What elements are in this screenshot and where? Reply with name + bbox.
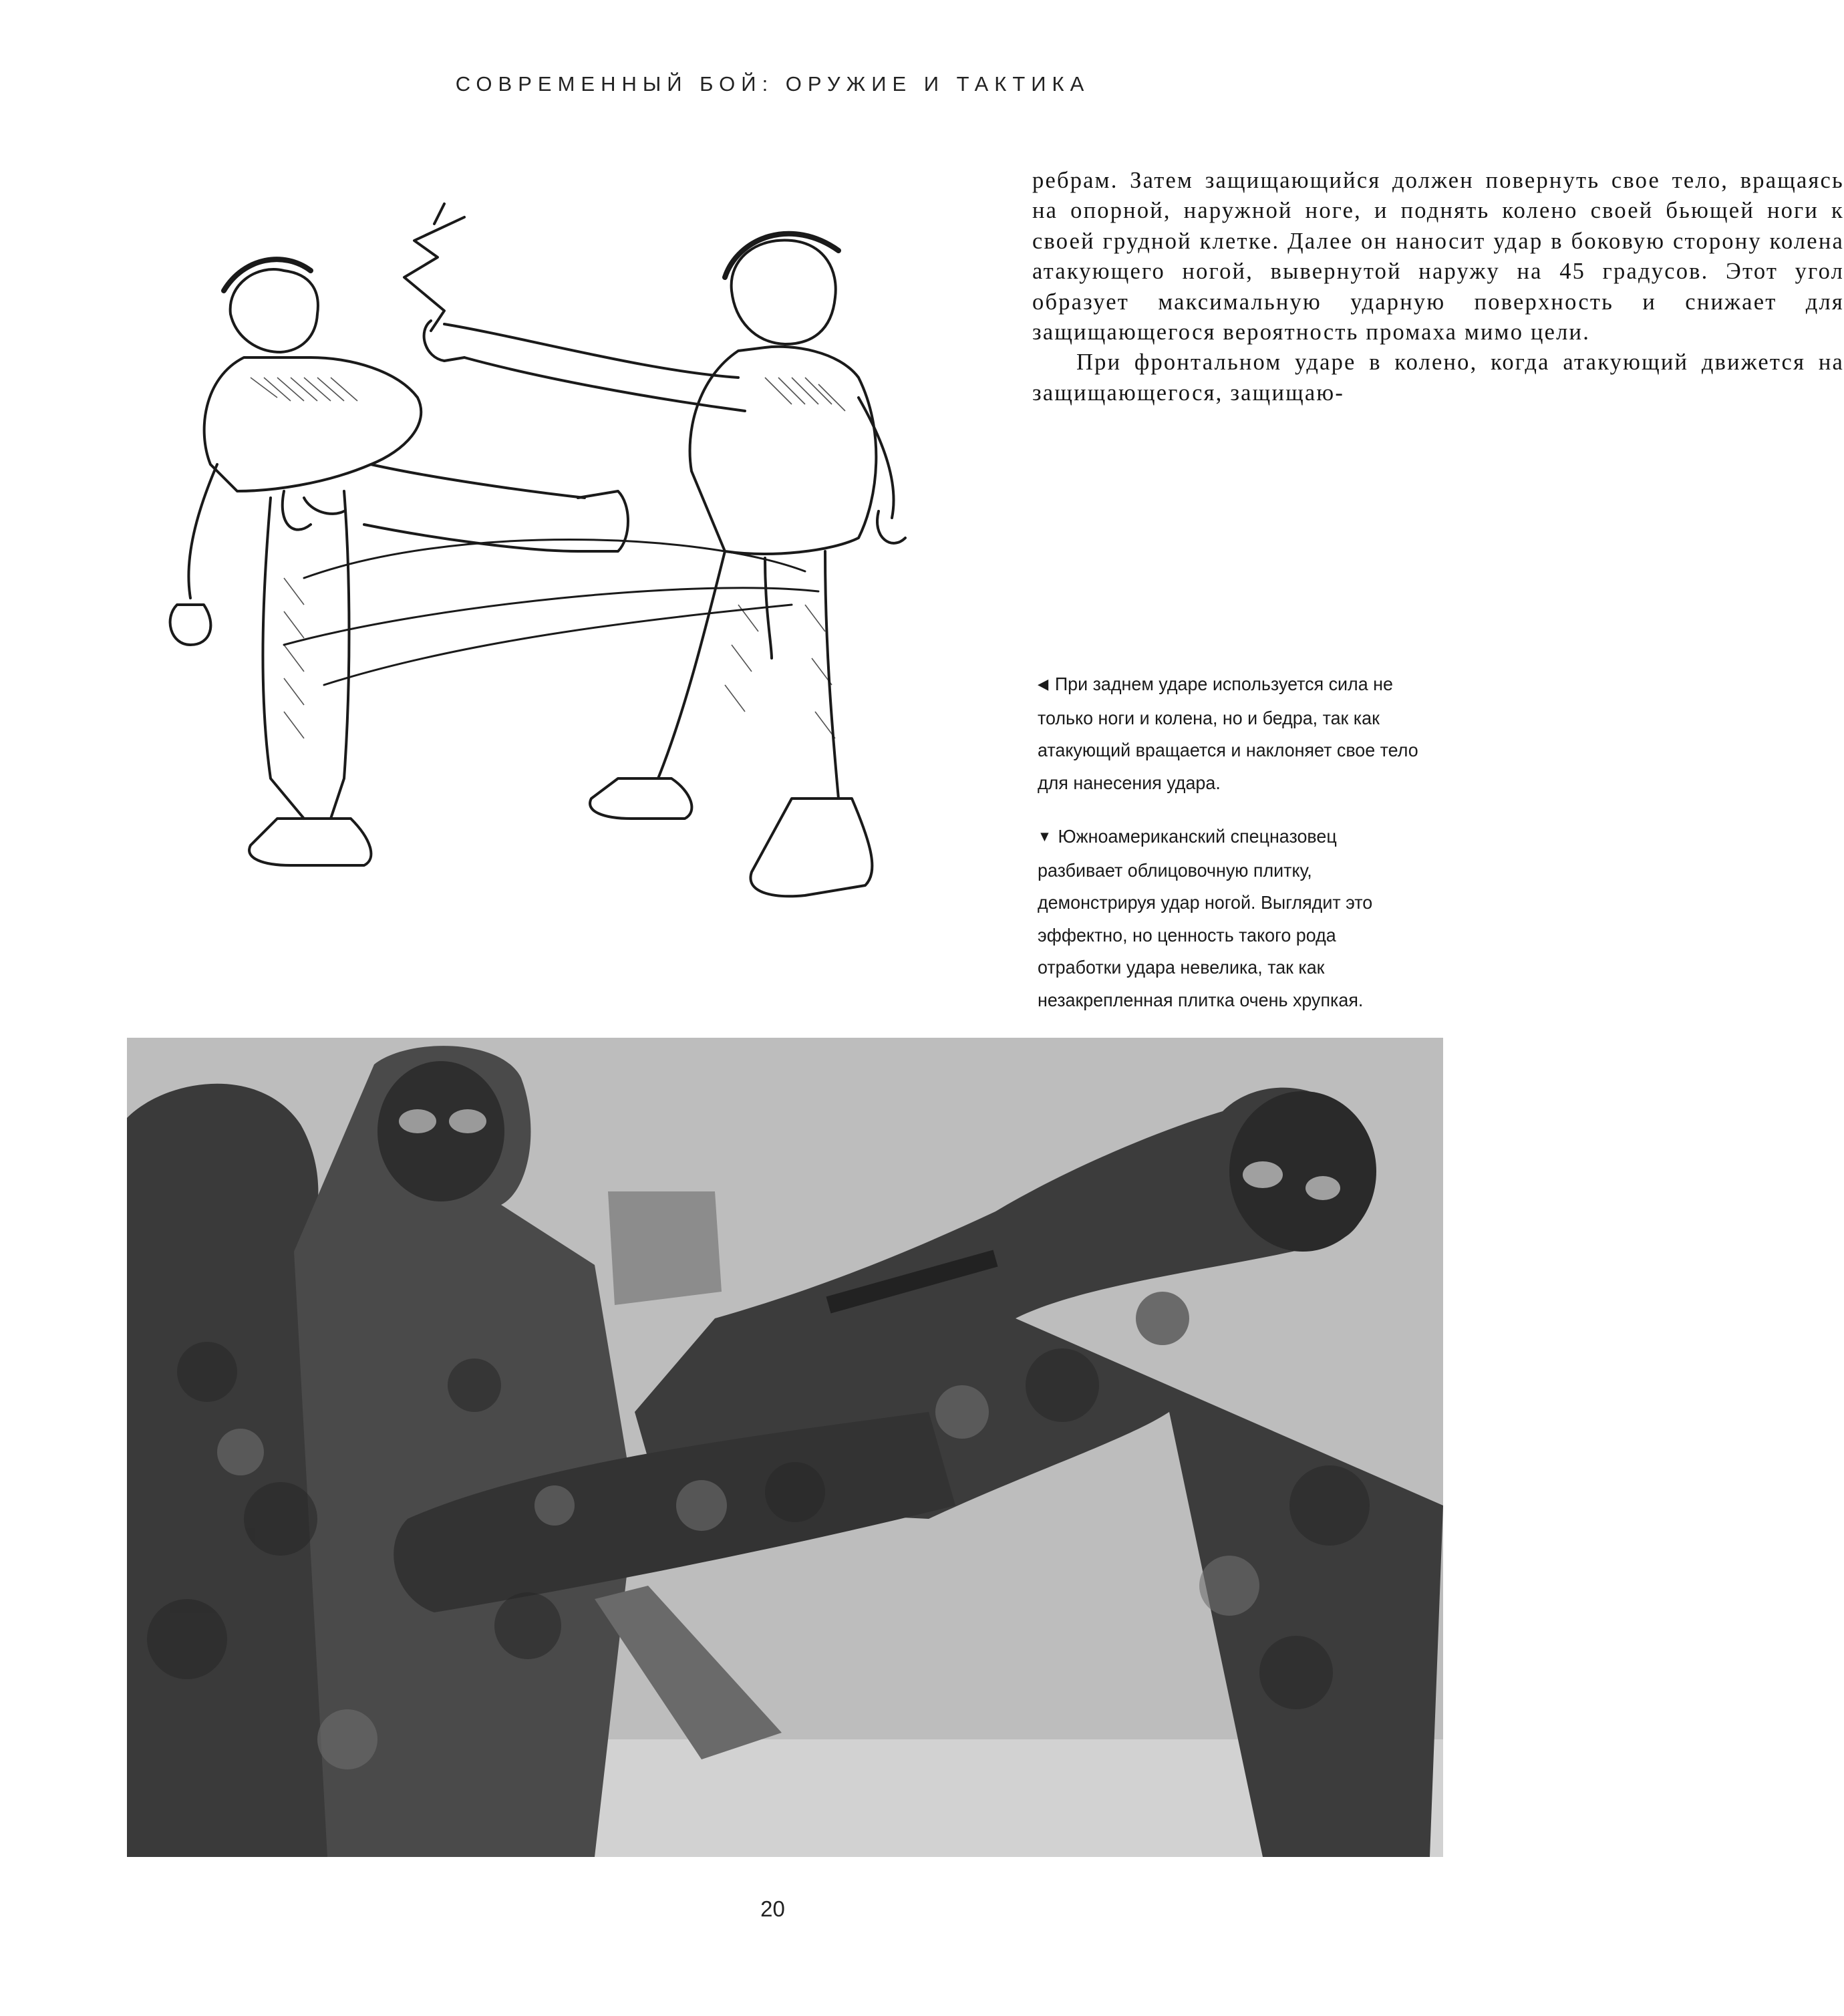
kick-photograph <box>127 1038 1443 1857</box>
drawing-caption-text: При заднем ударе используется сила не только ноги и колена, но и бедра, так как атакующий вращается и наклоняет свое тело для нанесения удара. <box>1038 674 1418 793</box>
running-head: СОВРЕМЕННЫЙ БОЙ: ОРУЖИЕ И ТАКТИКА <box>455 72 1090 96</box>
kick-illustration <box>150 177 1012 952</box>
drawing-caption <box>1038 668 1422 799</box>
triangle-down-icon: ▼ <box>1038 828 1052 845</box>
body-paragraph: ребрам. Затем защищающийся должен повернуть свое тело, вращаясь на опорной, наружной ноге, и поднять колено своей бьющей ноги к своей грудной клетке. Далее он наносит удар в боковую сторону колена атакующего ногой, вывернутой наружу на 45 градусов. Этот угол образует максимальную ударную поверхность и снижает для защищающегося вероятность промаха мимо цели. <box>1032 168 1844 345</box>
photo-caption-text: Южноамериканский спецназовец разбивает облицовочную плитку, демонстрируя удар ногой. Выглядит это эффектно, но ценность такого рода отработки удара невелика, так как незакрепленная плитка очень хрупкая. <box>1038 826 1373 1010</box>
page-number: 20 <box>760 1896 785 1921</box>
body-paragraph: При фронтальном ударе в колено, когда атакующий движется на защищающегося, защищаю- <box>1032 349 1844 406</box>
triangle-left-icon: ◀ <box>1038 676 1049 692</box>
photo-caption <box>1038 821 1422 1016</box>
main-text-column <box>1032 166 1844 408</box>
